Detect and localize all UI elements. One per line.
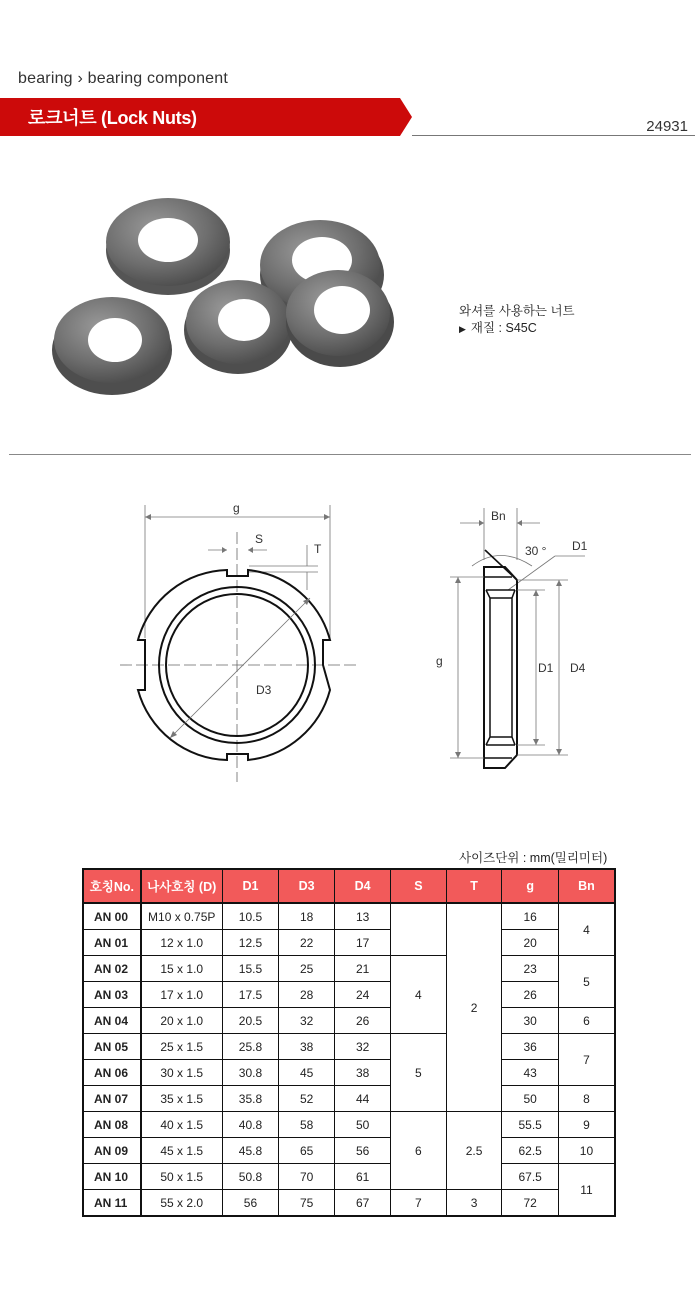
triangle-bullet-icon: ▶ — [459, 324, 466, 334]
cell-d3: 38 — [279, 1034, 335, 1060]
cell-g: 20 — [502, 930, 558, 956]
unit-note: 사이즈단위 : mm(밀리미터) — [459, 851, 608, 865]
cell-bn: 9 — [558, 1112, 615, 1138]
cell-d4: 50 — [335, 1112, 391, 1138]
description-line: 와셔를 사용하는 너트 — [459, 304, 575, 318]
spec-table — [82, 868, 616, 1217]
cell-d1: 12.5 — [222, 930, 278, 956]
cell-d1: 10.5 — [222, 903, 278, 930]
table-row — [83, 1060, 615, 1086]
cell-d1: 15.5 — [222, 956, 278, 982]
cell-thread: M10 x 0.75P — [141, 903, 223, 930]
table-row — [83, 982, 615, 1008]
cell-s: 6 — [391, 1112, 446, 1190]
cell-g: 36 — [502, 1034, 558, 1060]
material-line — [459, 320, 575, 338]
cell-s: 7 — [391, 1190, 446, 1217]
cell-d1: 50.8 — [222, 1164, 278, 1190]
svg-text:D4: D4 — [570, 661, 586, 675]
cell-thread: 15 x 1.0 — [141, 956, 223, 982]
table-row — [83, 1008, 615, 1034]
col-header-g: g — [502, 869, 558, 903]
side-view-diagram — [420, 500, 620, 780]
cell-bn: 10 — [558, 1138, 615, 1164]
cell-t: 3 — [446, 1190, 502, 1217]
cell-no: AN 11 — [83, 1190, 141, 1217]
col-header-bn: Bn — [558, 869, 615, 903]
col-header-thread: 나사호칭 (D) — [141, 869, 223, 903]
cell-d1: 40.8 — [222, 1112, 278, 1138]
cell-thread: 30 x 1.5 — [141, 1060, 223, 1086]
svg-text:D1: D1 — [538, 661, 554, 675]
cell-d3: 25 — [279, 956, 335, 982]
table-row — [83, 1086, 615, 1112]
cell-thread: 50 x 1.5 — [141, 1164, 223, 1190]
cell-no: AN 08 — [83, 1112, 141, 1138]
cell-s: 4 — [391, 956, 446, 1034]
cell-d1: 56 — [222, 1190, 278, 1217]
front-view-diagram — [120, 490, 360, 790]
product-description — [459, 303, 575, 338]
cell-thread: 17 x 1.0 — [141, 982, 223, 1008]
col-header-s: S — [391, 869, 446, 903]
svg-text:T: T — [314, 542, 322, 556]
cell-s — [391, 903, 446, 956]
cell-d4: 17 — [335, 930, 391, 956]
cell-d4: 61 — [335, 1164, 391, 1190]
cell-d4: 67 — [335, 1190, 391, 1217]
breadcrumb-item-bearing[interactable]: bearing — [18, 70, 73, 87]
svg-text:30 °: 30 ° — [525, 544, 547, 558]
cell-bn: 5 — [558, 956, 615, 1008]
table-header-row — [83, 869, 615, 903]
cell-no: AN 10 — [83, 1164, 141, 1190]
cell-d4: 38 — [335, 1060, 391, 1086]
svg-text:D3: D3 — [256, 683, 272, 697]
lock-nuts-photo — [40, 170, 400, 420]
cell-d3: 58 — [279, 1112, 335, 1138]
cell-d4: 24 — [335, 982, 391, 1008]
cell-thread: 20 x 1.0 — [141, 1008, 223, 1034]
cell-g: 72 — [502, 1190, 558, 1217]
section-divider — [9, 454, 691, 455]
breadcrumb-separator: › — [77, 70, 83, 87]
cell-d4: 13 — [335, 903, 391, 930]
table-row — [83, 903, 615, 930]
cell-g: 62.5 — [502, 1138, 558, 1164]
breadcrumb — [18, 70, 228, 88]
cell-thread: 45 x 1.5 — [141, 1138, 223, 1164]
cell-bn: 8 — [558, 1086, 615, 1112]
cell-thread: 12 x 1.0 — [141, 930, 223, 956]
cell-t: 2 — [446, 903, 502, 1112]
table-row — [83, 1190, 615, 1217]
table-row — [83, 1034, 615, 1060]
cell-t: 2.5 — [446, 1112, 502, 1190]
cell-s: 5 — [391, 1034, 446, 1112]
cell-thread: 55 x 2.0 — [141, 1190, 223, 1217]
cell-no: AN 04 — [83, 1008, 141, 1034]
cell-d3: 18 — [279, 903, 335, 930]
svg-text:g: g — [436, 654, 443, 668]
svg-text:Bn: Bn — [491, 509, 506, 523]
cell-d4: 44 — [335, 1086, 391, 1112]
cell-bn: 11 — [558, 1164, 615, 1217]
cell-d1: 45.8 — [222, 1138, 278, 1164]
cell-d1: 35.8 — [222, 1086, 278, 1112]
table-row — [83, 956, 615, 982]
cell-d3: 22 — [279, 930, 335, 956]
col-header-d4: D4 — [335, 869, 391, 903]
cell-g: 50 — [502, 1086, 558, 1112]
cell-no: AN 03 — [83, 982, 141, 1008]
cell-d3: 65 — [279, 1138, 335, 1164]
table-row — [83, 1112, 615, 1138]
cell-d4: 21 — [335, 956, 391, 982]
material-label: 재질 : S45C — [470, 321, 537, 335]
cell-thread: 35 x 1.5 — [141, 1086, 223, 1112]
cell-no: AN 06 — [83, 1060, 141, 1086]
cell-thread: 25 x 1.5 — [141, 1034, 223, 1060]
cell-no: AN 01 — [83, 930, 141, 956]
cell-d1: 20.5 — [222, 1008, 278, 1034]
cell-no: AN 00 — [83, 903, 141, 930]
cell-d3: 75 — [279, 1190, 335, 1217]
cell-g: 26 — [502, 982, 558, 1008]
svg-text:D1: D1 — [572, 539, 588, 553]
cell-d3: 32 — [279, 1008, 335, 1034]
cell-d4: 32 — [335, 1034, 391, 1060]
cell-g: 43 — [502, 1060, 558, 1086]
col-header-d1: D1 — [222, 869, 278, 903]
cell-d4: 26 — [335, 1008, 391, 1034]
dim-label-g: g — [233, 501, 240, 515]
col-header-no: 호칭No. — [83, 869, 141, 903]
cell-bn: 6 — [558, 1008, 615, 1034]
title-rule — [412, 135, 695, 136]
cell-d1: 30.8 — [222, 1060, 278, 1086]
cell-g: 23 — [502, 956, 558, 982]
cell-d1: 25.8 — [222, 1034, 278, 1060]
cell-bn: 4 — [558, 903, 615, 956]
cell-no: AN 05 — [83, 1034, 141, 1060]
svg-text:S: S — [255, 532, 264, 546]
table-row — [83, 1164, 615, 1190]
cell-thread: 40 x 1.5 — [141, 1112, 223, 1138]
col-header-t: T — [446, 869, 502, 903]
cell-g: 55.5 — [502, 1112, 558, 1138]
cell-d3: 45 — [279, 1060, 335, 1086]
cell-bn: 7 — [558, 1034, 615, 1086]
cell-d1: 17.5 — [222, 982, 278, 1008]
cell-no: AN 02 — [83, 956, 141, 982]
page-title: 로크너트 (Lock Nuts) — [28, 108, 197, 128]
table-row — [83, 930, 615, 956]
cell-no: AN 07 — [83, 1086, 141, 1112]
cell-d3: 52 — [279, 1086, 335, 1112]
table-row — [83, 1138, 615, 1164]
cell-g: 16 — [502, 903, 558, 930]
cell-no: AN 09 — [83, 1138, 141, 1164]
cell-d3: 28 — [279, 982, 335, 1008]
product-code: 24931 — [646, 118, 688, 135]
col-header-d3: D3 — [279, 869, 335, 903]
cell-g: 67.5 — [502, 1164, 558, 1190]
cell-g: 30 — [502, 1008, 558, 1034]
breadcrumb-item-bearing-component[interactable]: bearing component — [87, 70, 229, 87]
cell-d3: 70 — [279, 1164, 335, 1190]
cell-d4: 56 — [335, 1138, 391, 1164]
